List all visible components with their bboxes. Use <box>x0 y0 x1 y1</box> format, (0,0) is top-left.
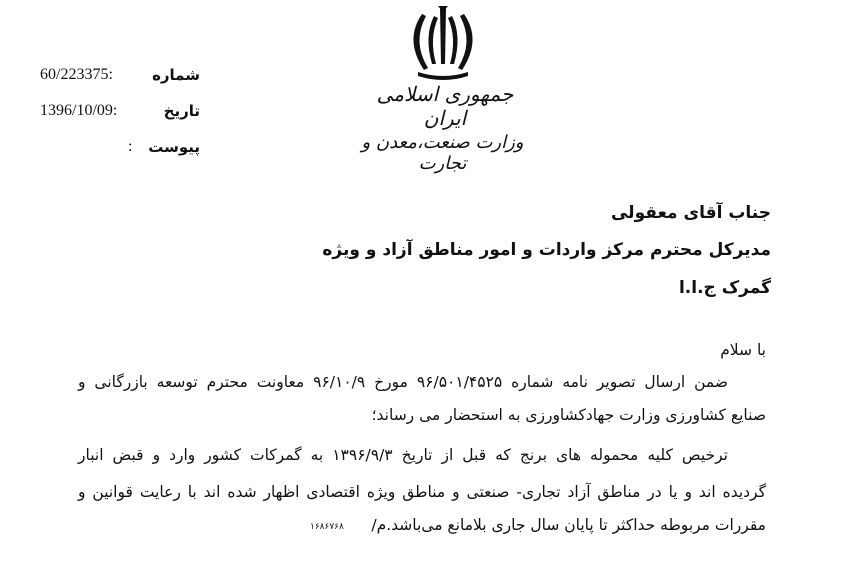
reference-code: ۱۶۸۶۷۶۸ <box>310 522 344 532</box>
attachment-row <box>40 138 200 158</box>
body-paragraph-2-line-3: مقررات مربوطه حداکثر تا پایان سال جاری بلامانع می‌باشد.م/ <box>371 516 766 534</box>
number-row <box>40 66 200 86</box>
addressee-title: مدیرکل محترم مرکز واردات و امور مناطق آزاد و ویژه <box>322 240 771 260</box>
ministry-name: وزارت صنعت،معدن و تجارت <box>361 132 524 174</box>
addressee-organization: گمرک ج.ا.ا <box>678 278 771 298</box>
body-paragraph-2-line-2: گردیده اند و یا در مناطق آزاد تجاری- صنعتی و مناطق ویژه اقتصادی اظهار شده اند با رعایت قوانین و <box>78 483 766 501</box>
body-paragraph-2-line-1: ترخیص کلیه محموله های برنج که قبل از تاریخ ۱۳۹۶/۹/۳ به گمرکات کشور وارد و قبض انبار <box>78 446 728 464</box>
letter-date-value: 1396/10/09: <box>40 102 118 119</box>
addressee-name: جناب آقای معقولی <box>610 203 771 223</box>
attachment-value: : <box>128 138 133 155</box>
greeting: با سلام <box>720 341 766 359</box>
letter-number-label: شماره <box>152 66 200 84</box>
body-paragraph-1-line-1: ضمن ارسال تصویر نامه شماره ۹۶/۵۰۱/۴۵۲۵ مورخ ۹۶/۱۰/۹ معاونت محترم توسعه بازرگانی و <box>78 373 729 391</box>
date-row <box>40 102 200 122</box>
letter-number-value: 60/223375: <box>40 66 113 83</box>
country-name: جمهوری اسلامی ایران <box>376 82 514 130</box>
body-paragraph-1-line-2: صنایع کشاورزی وزارت جهادکشاورزی به استحضار می رساند؛ <box>371 406 766 424</box>
attachment-label: پیوست <box>148 138 200 156</box>
letter-date-label: تاریخ <box>163 102 200 120</box>
iran-emblem-icon <box>398 6 488 86</box>
